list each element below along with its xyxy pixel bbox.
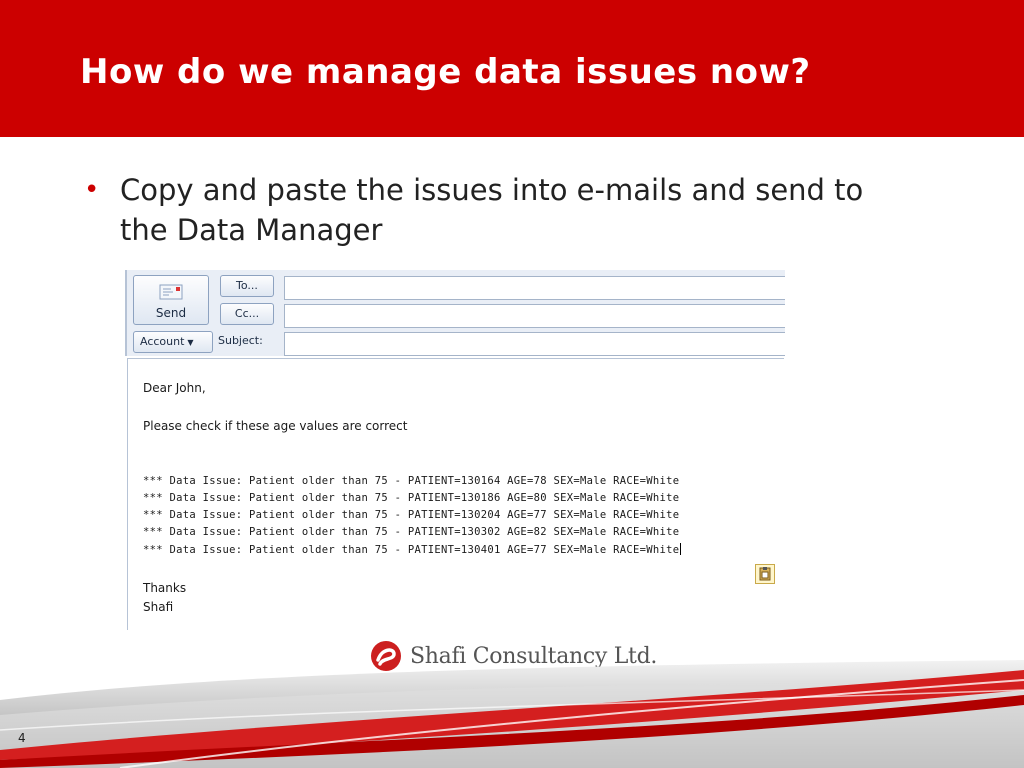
footer-swoosh <box>0 660 1024 768</box>
company-name: Shafi Consultancy Ltd. <box>410 643 658 669</box>
paste-options-icon[interactable] <box>755 564 775 584</box>
envelope-icon <box>159 284 183 300</box>
issue-line: *** Data Issue: Patient older than 75 - PATIENT=130302 AGE=82 SEX=Male RACE=White <box>143 526 680 538</box>
issue-line: *** Data Issue: Patient older than 75 - PATIENT=130164 AGE=78 SEX=Male RACE=White <box>143 475 680 487</box>
send-button[interactable] <box>133 275 209 325</box>
title-bar <box>0 0 1024 137</box>
slide-title: How do we manage data issues now? <box>80 52 811 92</box>
email-body[interactable] <box>127 358 784 630</box>
email-compose-window <box>125 270 785 630</box>
body-closing: Thanks <box>143 581 187 595</box>
cc-field[interactable] <box>284 304 785 328</box>
issue-line: *** Data Issue: Patient older than 75 - PATIENT=130204 AGE=77 SEX=Male RACE=White <box>143 509 680 521</box>
bullet-text: Copy and paste the issues into e-mails and send to the Data Manager <box>120 173 864 247</box>
bullet-icon: • <box>84 175 100 205</box>
body-greeting: Dear John, <box>143 381 206 395</box>
body-request: Please check if these age values are correct <box>143 419 408 433</box>
cc-button[interactable]: Cc... <box>220 303 274 325</box>
email-header <box>125 270 785 356</box>
issue-line: *** Data Issue: Patient older than 75 - PATIENT=130186 AGE=80 SEX=Male RACE=White <box>143 492 680 504</box>
account-dropdown[interactable] <box>133 331 213 353</box>
subject-label: Subject: <box>218 334 263 347</box>
body-signature: Shafi <box>143 600 174 614</box>
to-field[interactable] <box>284 276 785 300</box>
caret-down-icon: ▼ <box>187 338 194 347</box>
to-button[interactable]: To... <box>220 275 274 297</box>
issue-line-last <box>143 543 681 556</box>
text-cursor <box>680 543 681 555</box>
subject-field[interactable] <box>284 332 785 356</box>
send-button-label: Send <box>155 306 187 320</box>
bullet-item <box>84 170 904 250</box>
clipboard-icon <box>756 565 774 583</box>
account-label: Account <box>140 335 185 348</box>
issue-line-text: *** Data Issue: Patient older than 75 - PATIENT=130401 AGE=77 SEX=Male RACE=White <box>143 544 680 556</box>
page-number: 4 <box>18 731 26 745</box>
